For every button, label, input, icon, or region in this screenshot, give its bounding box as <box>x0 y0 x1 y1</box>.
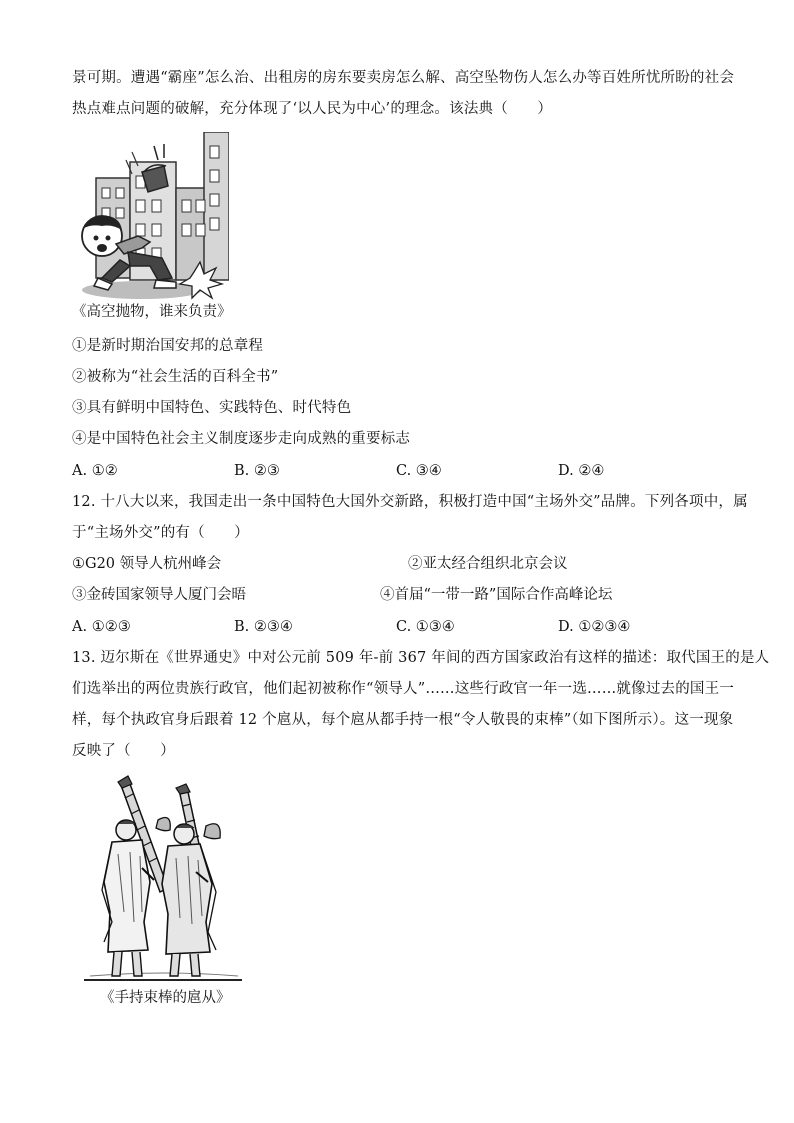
intro-line-2: 热点难点问题的破解，充分体现了‘以人民为中心’的理念。该法典（ ） <box>72 101 553 117</box>
q13-stem-line-4: 反映了（ ） <box>72 743 175 759</box>
q13-stem-line-3: 样，每个执政官身后跟着 12 个扈从，每个扈从都手持一根“令人敬畏的束棒”（如下图所示）。这一现象 <box>72 712 734 728</box>
q11-option-d[interactable]: D. ②④ <box>558 463 605 479</box>
q13-stem-line-1: 13. 迈尔斯在《世界通史》中对公元前 509 年-前 367 年间的西方国家政治有这样的描述：取代国王的是人 <box>72 650 770 666</box>
q11-option-a[interactable]: A. ①② <box>72 463 118 479</box>
figure1-caption: 《高空抛物，谁来负责》 <box>72 304 232 320</box>
q12-statement-1: ①G20 领导人杭州峰会 <box>72 556 222 572</box>
q12-statement-3: ③金砖国家领导人厦门会晤 <box>72 587 246 603</box>
q12-statement-4: ④首届“一带一路”国际合作高峰论坛 <box>380 587 613 603</box>
falling-object-illustration <box>72 132 229 302</box>
q12-option-a[interactable]: A. ①②③ <box>72 619 131 635</box>
q12-stem-line-2: 于“主场外交”的有（ ） <box>72 525 249 541</box>
q12-option-d[interactable]: D. ①②③④ <box>558 619 631 635</box>
q12-option-b[interactable]: B. ②③④ <box>234 619 293 635</box>
lictors-svg <box>84 772 242 984</box>
q11-statement-3: ③具有鲜明中国特色、实践特色、时代特色 <box>72 400 352 416</box>
q11-statement-2: ②被称为“社会生活的百科全书” <box>72 369 279 385</box>
falling-object-svg <box>72 132 229 302</box>
lictor-figure-right <box>162 824 216 976</box>
q13-stem-line-2: 们选举出的两位贵族行政官，他们起初被称作“领导人”……这些行政官一年一选……就像过去的国王一 <box>72 681 735 697</box>
intro-line-1: 景可期。遭遇“霸座”怎么治、出租房的房东要卖房怎么解、高空坠物伤人怎么办等百姓所忧所盼的社会 <box>72 70 735 86</box>
q11-statement-4: ④是中国特色社会主义制度逐步走向成熟的重要标志 <box>72 431 411 447</box>
q11-statement-1: ①是新时期治国安邦的总章程 <box>72 338 264 354</box>
lictors-illustration <box>84 772 242 984</box>
q12-statement-2: ②亚太经合组织北京会议 <box>408 556 568 572</box>
q11-option-b[interactable]: B. ②③ <box>234 463 280 479</box>
q12-stem-line-1: 12. 十八大以来，我国走出一条中国特色大国外交新路，积极打造中国“主场外交”品牌。下列各项中，属 <box>72 494 748 510</box>
figure2-caption: 《手持束棒的扈从》 <box>100 990 231 1006</box>
q11-option-c[interactable]: C. ③④ <box>396 463 442 479</box>
q12-option-c[interactable]: C. ①③④ <box>396 619 455 635</box>
